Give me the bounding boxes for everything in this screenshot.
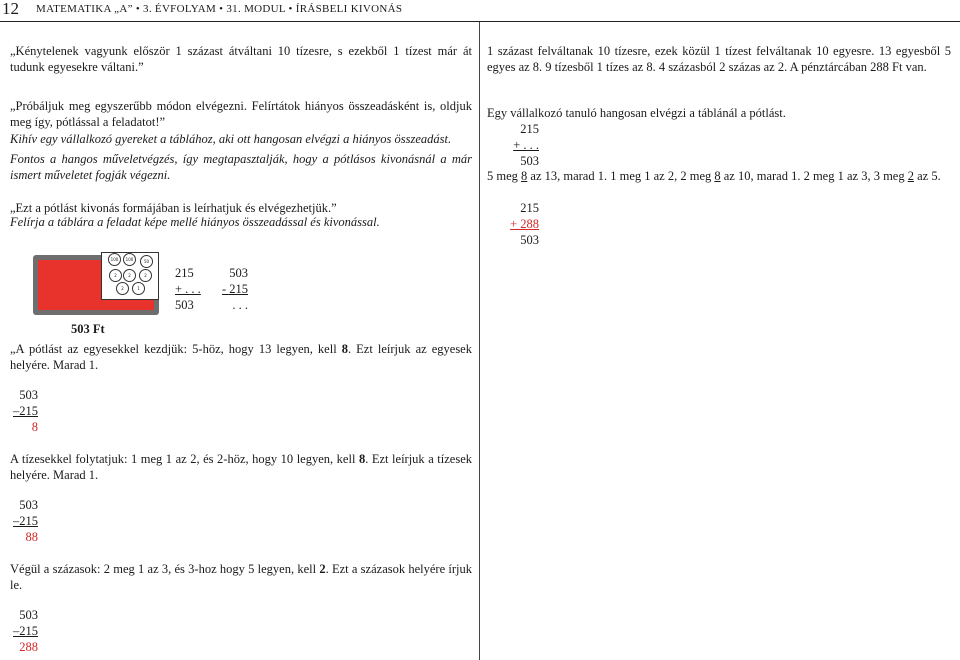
para-volunteer: Egy vállalkozó tanuló hangosan elvégzi a táblánál a pótlást. bbox=[487, 106, 786, 120]
calc-tens: 503 –215 88 bbox=[13, 498, 38, 544]
instruction-board: Kihív egy vállalkozó gyereket a táblához, aki ott hangosan elvégzi a hiányos összeadást. bbox=[10, 132, 452, 146]
instruction-aloud: Fontos a hangos műveletvégzés, így megtapasztalják, hogy a pótlásos kivonásnál a már ismert műveletet fogják végezni. bbox=[10, 152, 472, 182]
calc-ones: 503 –215 8 bbox=[13, 388, 38, 434]
quote-exchange: „Kénytelenek vagyunk először 1 százast átváltani 10 tízesre, s ezekből 1 tízest már át tudunk egyesekre váltani.” bbox=[10, 44, 472, 74]
coin-icon: 100 bbox=[108, 253, 121, 266]
coin-icon: 1 bbox=[132, 282, 145, 295]
coin-icon: 50 bbox=[140, 255, 153, 268]
price-label: 503 Ft bbox=[71, 322, 105, 336]
equation-subtraction: 503 - 215 . . . bbox=[221, 266, 248, 312]
wallet-image bbox=[101, 252, 159, 300]
para-addition-steps: 5 meg 8 az 13, marad 1. 1 meg 1 az 2, 2 meg 8 az 10, marad 1. 2 meg 1 az 3, 3 meg 2 az 5. bbox=[487, 169, 941, 183]
equation-addition: 215 + . . . 503 bbox=[175, 266, 201, 312]
header-rule bbox=[0, 21, 960, 22]
coin-icon: 100 bbox=[123, 253, 136, 266]
step-hundreds: Végül a százasok: 2 meg 1 az 3, és 3-hoz hogy 5 legyen, kell 2. Ezt a százasok helyére írjuk le. bbox=[10, 562, 472, 592]
quote-simpler: „Próbáljuk meg egyszerűbb módon elvégezni. Felírtátok hiányos összeadásként is, oldjuk meg így, pótlással a feladatot!” bbox=[10, 99, 472, 129]
step-tens: A tízesekkel folytatjuk: 1 meg 1 az 2, és 2-höz, hogy 10 legyen, kell 8. Ezt leírjuk a tízesek helyére. Marad 1. bbox=[10, 452, 472, 482]
calc-hundreds: 503 –215 288 bbox=[13, 608, 38, 654]
para-exchange-result: 1 százast felváltanak 10 tízesre, ezek közül 1 tízest felváltanak 10 egyesre. 13 egyesből 5 egyes az 8. 9 tízesből 1 tízes az 8. 4 százasból 2 százas az 2. A pénztárcában 288 Ft van. bbox=[487, 44, 951, 74]
step-ones: „A pótlást az egyesekkel kezdjük: 5-höz, hogy 13 legyen, kell 8. Ezt leírjuk az egyesek helyére. Marad 1. bbox=[10, 342, 472, 372]
column-divider bbox=[479, 22, 480, 660]
page-number: 12 bbox=[2, 0, 19, 18]
running-head: MATEMATIKA „A” • 3. ÉVFOLYAM • 31. MODUL • ÍRÁSBELI KIVONÁS bbox=[36, 3, 403, 15]
calc-addition-filled: 215 + 288 503 bbox=[510, 201, 539, 247]
quote-subtraction: „Ezt a pótlást kivonás formájában is leírhatjuk és elvégezhetjük.” bbox=[10, 201, 337, 215]
instruction-write: Felírja a táblára a feladat képe mellé hiányos összeadással és kivonással. bbox=[10, 215, 380, 229]
calc-addition-blank: 215 + . . . 503 bbox=[513, 122, 539, 168]
coin-icon: 2 bbox=[116, 282, 129, 295]
coin-icon: 2 bbox=[139, 269, 152, 282]
coin-icon: 2 bbox=[109, 269, 122, 282]
coin-icon: 2 bbox=[123, 269, 136, 282]
